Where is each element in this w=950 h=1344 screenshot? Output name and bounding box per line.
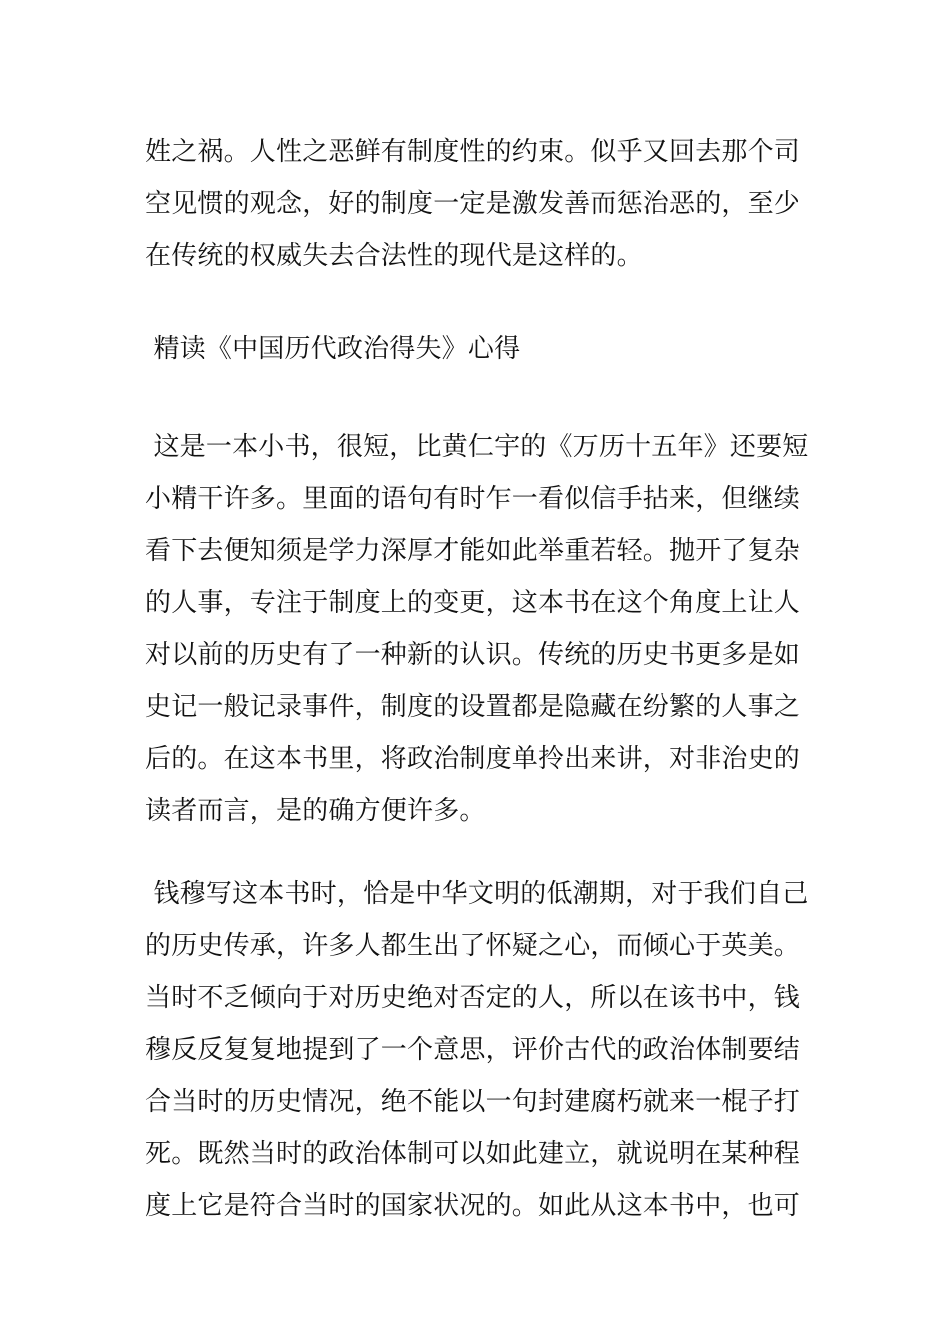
text-line: 姓之祸。人性之恶鲜有制度性的约束。似乎又回去那个司: [145, 137, 801, 167]
text-line: 的历史传承，许多人都生出了怀疑之心，而倾心于英美。: [145, 931, 801, 961]
text-line: 的人事，专注于制度上的变更，这本书在这个角度上让人: [145, 588, 801, 618]
text-line: 死。既然当时的政治体制可以如此建立，就说明在某种程: [145, 1139, 801, 1169]
text-line: 钱穆写这本书时，恰是中华文明的低潮期，对于我们自己: [145, 879, 809, 909]
text-line: 合当时的历史情况，绝不能以一句封建腐朽就来一棍子打: [145, 1087, 801, 1117]
text-line: 空见惯的观念，好的制度一定是激发善而惩治恶的，至少: [145, 189, 801, 219]
text-line: 穆反反复复地提到了一个意思，评价古代的政治体制要结: [145, 1035, 801, 1065]
text-line: 这是一本小书，很短，比黄仁宇的《万历十五年》还要短: [145, 432, 809, 462]
paragraph-continued: [145, 126, 815, 282]
text-line: 看下去便知须是学力深厚才能如此举重若轻。抛开了复杂: [145, 536, 801, 566]
text-line: 当时不乏倾向于对历史绝对否定的人，所以在该书中，钱: [145, 983, 801, 1013]
text-line: 读者而言，是的确方便许多。: [145, 796, 486, 826]
text-line: 度上它是符合当时的国家状况的。如此从这本书中，也可: [145, 1191, 801, 1221]
heading-text: 精读《中国历代政治得失》心得: [145, 334, 521, 364]
text-line: 对以前的历史有了一种新的认识。传统的历史书更多是如: [145, 640, 801, 670]
text-line: 小精干许多。里面的语句有时乍一看似信手拈来，但继续: [145, 484, 801, 514]
section-heading: [145, 323, 815, 375]
paragraph-intro: [145, 421, 815, 837]
text-line: 史记一般记录事件，制度的设置都是隐藏在纷繁的人事之: [145, 692, 801, 722]
text-line: 后的。在这本书里，将政治制度单拎出来讲，对非治史的: [145, 744, 801, 774]
text-line: 在传统的权威失去合法性的现代是这样的。: [145, 241, 643, 271]
paragraph-context: [145, 868, 815, 1232]
